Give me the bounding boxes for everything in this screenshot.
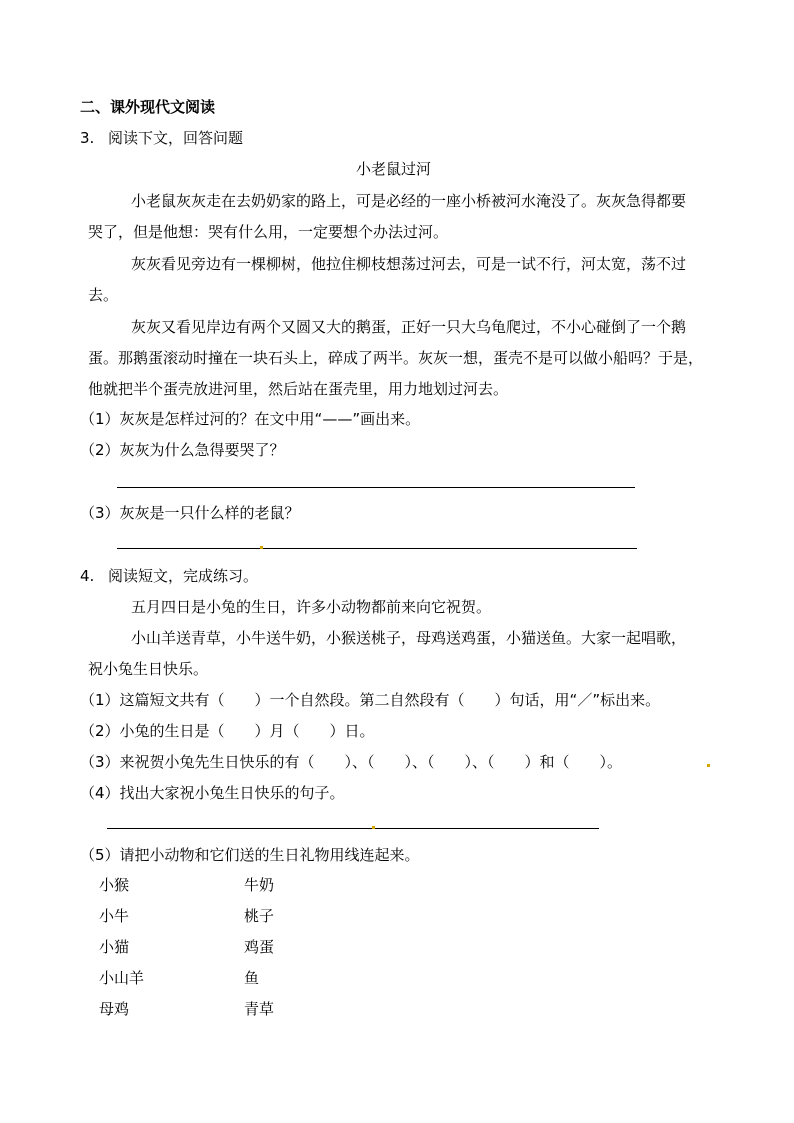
match-right-item[interactable]: 牛奶 xyxy=(244,876,275,894)
match-right-item[interactable]: 鸡蛋 xyxy=(244,938,275,956)
q4-question-2: （2）小兔的生日是（ ）月（ ）日。 xyxy=(80,722,375,740)
match-right-item[interactable]: 鱼 xyxy=(244,969,260,987)
q4-question-5: （5）请把小动物和它们送的生日礼物用线连起来。 xyxy=(80,846,420,864)
q3-passage-line: 他就把半个蛋壳放进河里，然后站在蛋壳里，用力地划过河去。 xyxy=(88,380,509,398)
q3-passage-line: 灰灰又看见岸边有两个又圆又大的鹅蛋，正好一只大乌龟爬过，不小心碰倒了一个鹅 xyxy=(131,318,687,336)
q4-question-3: （3）来祝贺小兔先生日快乐的有（ ）、（ ）、（ ）、（ ）和（ ）。 xyxy=(80,753,623,771)
q4-question-4: （4）找出大家祝小兔生日快乐的句子。 xyxy=(80,784,345,802)
match-left-item[interactable]: 母鸡 xyxy=(99,1000,130,1018)
q3-passage-line: 小老鼠灰灰走在去奶奶家的路上，可是必经的一座小桥被河水淹没了。灰灰急得都要 xyxy=(131,192,687,210)
q3-number: 3. xyxy=(80,129,95,147)
match-left-item[interactable]: 小猫 xyxy=(99,938,130,956)
q3-answer-line-2[interactable] xyxy=(117,487,635,488)
q4-instruction: 阅读短文，完成练习。 xyxy=(108,567,259,585)
match-left-item[interactable]: 小山羊 xyxy=(99,969,145,987)
match-right-item[interactable]: 青草 xyxy=(244,1000,275,1018)
match-left-item[interactable]: 小牛 xyxy=(99,907,130,925)
q3-passage-line: 蛋。那鹅蛋滚动时撞在一块石头上，碎成了两半。灰灰一想，蛋壳不是可以做小船吗？于是， xyxy=(88,349,704,367)
stray-mark xyxy=(260,546,263,549)
match-left-item[interactable]: 小猴 xyxy=(99,876,130,894)
q3-question-1: （1）灰灰是怎样过河的？在文中用“——”画出来。 xyxy=(80,410,421,428)
q3-answer-line-3[interactable] xyxy=(117,548,637,549)
q4-answer-line-4[interactable] xyxy=(107,828,599,829)
q3-passage-line: 灰灰看见旁边有一棵柳树，他拉住柳枝想荡过河去，可是一试不行，河太宽，荡不过 xyxy=(131,255,687,273)
stray-mark xyxy=(372,826,375,829)
q3-question-3: （3）灰灰是一只什么样的老鼠？ xyxy=(80,504,300,522)
q4-passage-line: 小山羊送青草，小牛送牛奶，小猴送桃子，母鸡送鸡蛋，小猫送鱼。大家一起唱歌， xyxy=(131,629,687,647)
q3-passage-title: 小老鼠过河 xyxy=(356,160,432,178)
q3-passage-line: 去。 xyxy=(88,286,119,304)
match-right-item[interactable]: 桃子 xyxy=(244,907,275,925)
q4-number: 4. xyxy=(80,567,95,585)
q3-passage-line: 哭了，但是他想：哭有什么用，一定要想个办法过河。 xyxy=(88,223,449,241)
q4-passage-line: 五月四日是小兔的生日，许多小动物都前来向它祝贺。 xyxy=(131,598,492,616)
section-heading: 二、课外现代文阅读 xyxy=(80,98,216,116)
stray-mark xyxy=(707,764,710,767)
q3-instruction: 阅读下文，回答问题 xyxy=(108,129,244,147)
q4-question-1: （1）这篇短文共有（ ）一个自然段。第二自然段有（ ）句话，用“／”标出来。 xyxy=(80,691,661,709)
q3-question-2: （2）灰灰为什么急得要哭了？ xyxy=(80,441,285,459)
q4-passage-line: 祝小兔生日快乐。 xyxy=(88,660,209,678)
